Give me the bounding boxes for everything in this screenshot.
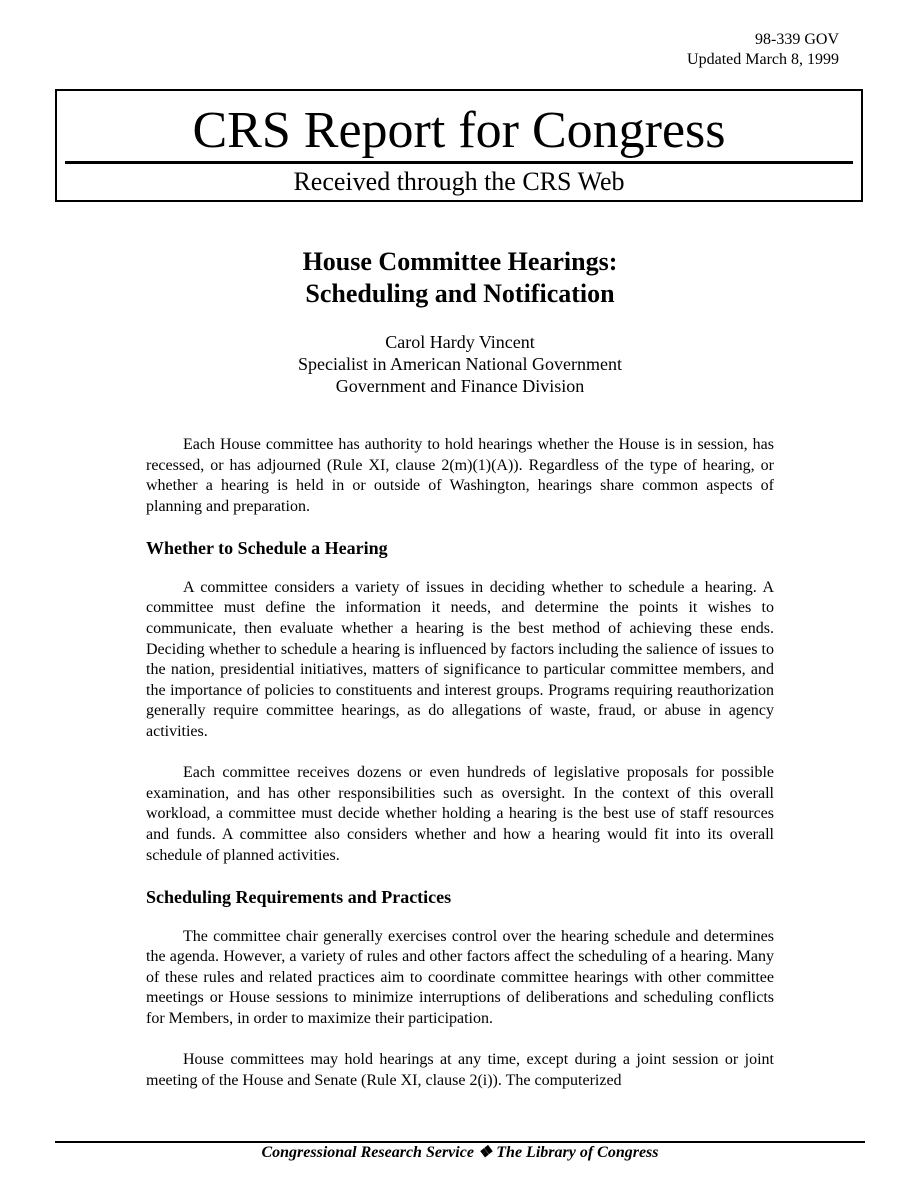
body-paragraph: The committee chair generally exercises control over the hearing schedule and determines the agenda. However, a variety of rules and other factors affect the scheduling of a hearing. Many of these rules and related practices aim to coordinate committee hearings with other committee meetings or House sessions to minimize interruptions of deliberations and scheduling conflicts for Members, in order to maximize their participation. <box>146 927 774 1027</box>
author-block <box>0 331 920 397</box>
updated-date: Updated March 8, 1999 <box>687 51 839 68</box>
banner-subtitle: Received through the CRS Web <box>293 167 625 196</box>
banner-title: CRS Report for Congress <box>192 102 726 159</box>
section-heading-whether-to-schedule: Whether to Schedule a Hearing <box>146 537 388 558</box>
author-position: Specialist in American National Government <box>298 354 622 374</box>
body-paragraph: House committees may hold hearings at any time, except during a joint session or joint meeting of the House and Senate (Rule XI, clause 2(i)). The computerized <box>146 1051 774 1089</box>
document-title <box>0 246 920 310</box>
banner-divider <box>65 161 853 164</box>
report-number: 98-339 GOV <box>755 31 839 48</box>
body-paragraph: A committee considers a variety of issues in deciding whether to schedule a hearing. A committee must define the information it needs, and determine the points it wishes to communicate, then evaluate whether a hearing is the best method of achieving these ends. Deciding whether to schedule a hearing is influenced by factors including the salience of issues to the nation, presidential initiatives, matters of significance to particular committee members, and the importance of policies to constituents and interest groups. Programs requiring reauthorization generally require committee hearings, as do allegations of waste, fraud, or abuse in agency activities. <box>146 578 774 741</box>
body-paragraph: Each committee receives dozens or even hundreds of legislative proposals for possible examination, and has other responsibilities such as oversight. In the context of this overall workload, a committee must decide whether holding a hearing is the best use of staff resources and funds. A committee also considers whether and how a hearing would fit into its overall schedule of planned activities. <box>146 764 774 864</box>
document-title-line-1: House Committee Hearings: <box>302 247 618 276</box>
document-title-line-2: Scheduling and Notification <box>305 279 615 308</box>
report-identifier <box>687 30 839 70</box>
page-footer: Congressional Research Service ❖ The Library of Congress <box>261 1144 659 1161</box>
crs-banner <box>55 89 863 202</box>
document-body <box>146 435 774 1091</box>
author-name: Carol Hardy Vincent <box>385 332 535 352</box>
section-heading-scheduling-requirements: Scheduling Requirements and Practices <box>146 886 452 907</box>
intro-paragraph: Each House committee has authority to hold hearings whether the House is in session, has recessed, or has adjourned (Rule XI, clause 2(m)(1)(A)). Regardless of the type of hearing, or whether a hearing is held in or outside of Washington, hearings share common aspects of planning and preparation. <box>146 436 774 515</box>
author-division: Government and Finance Division <box>335 376 585 396</box>
